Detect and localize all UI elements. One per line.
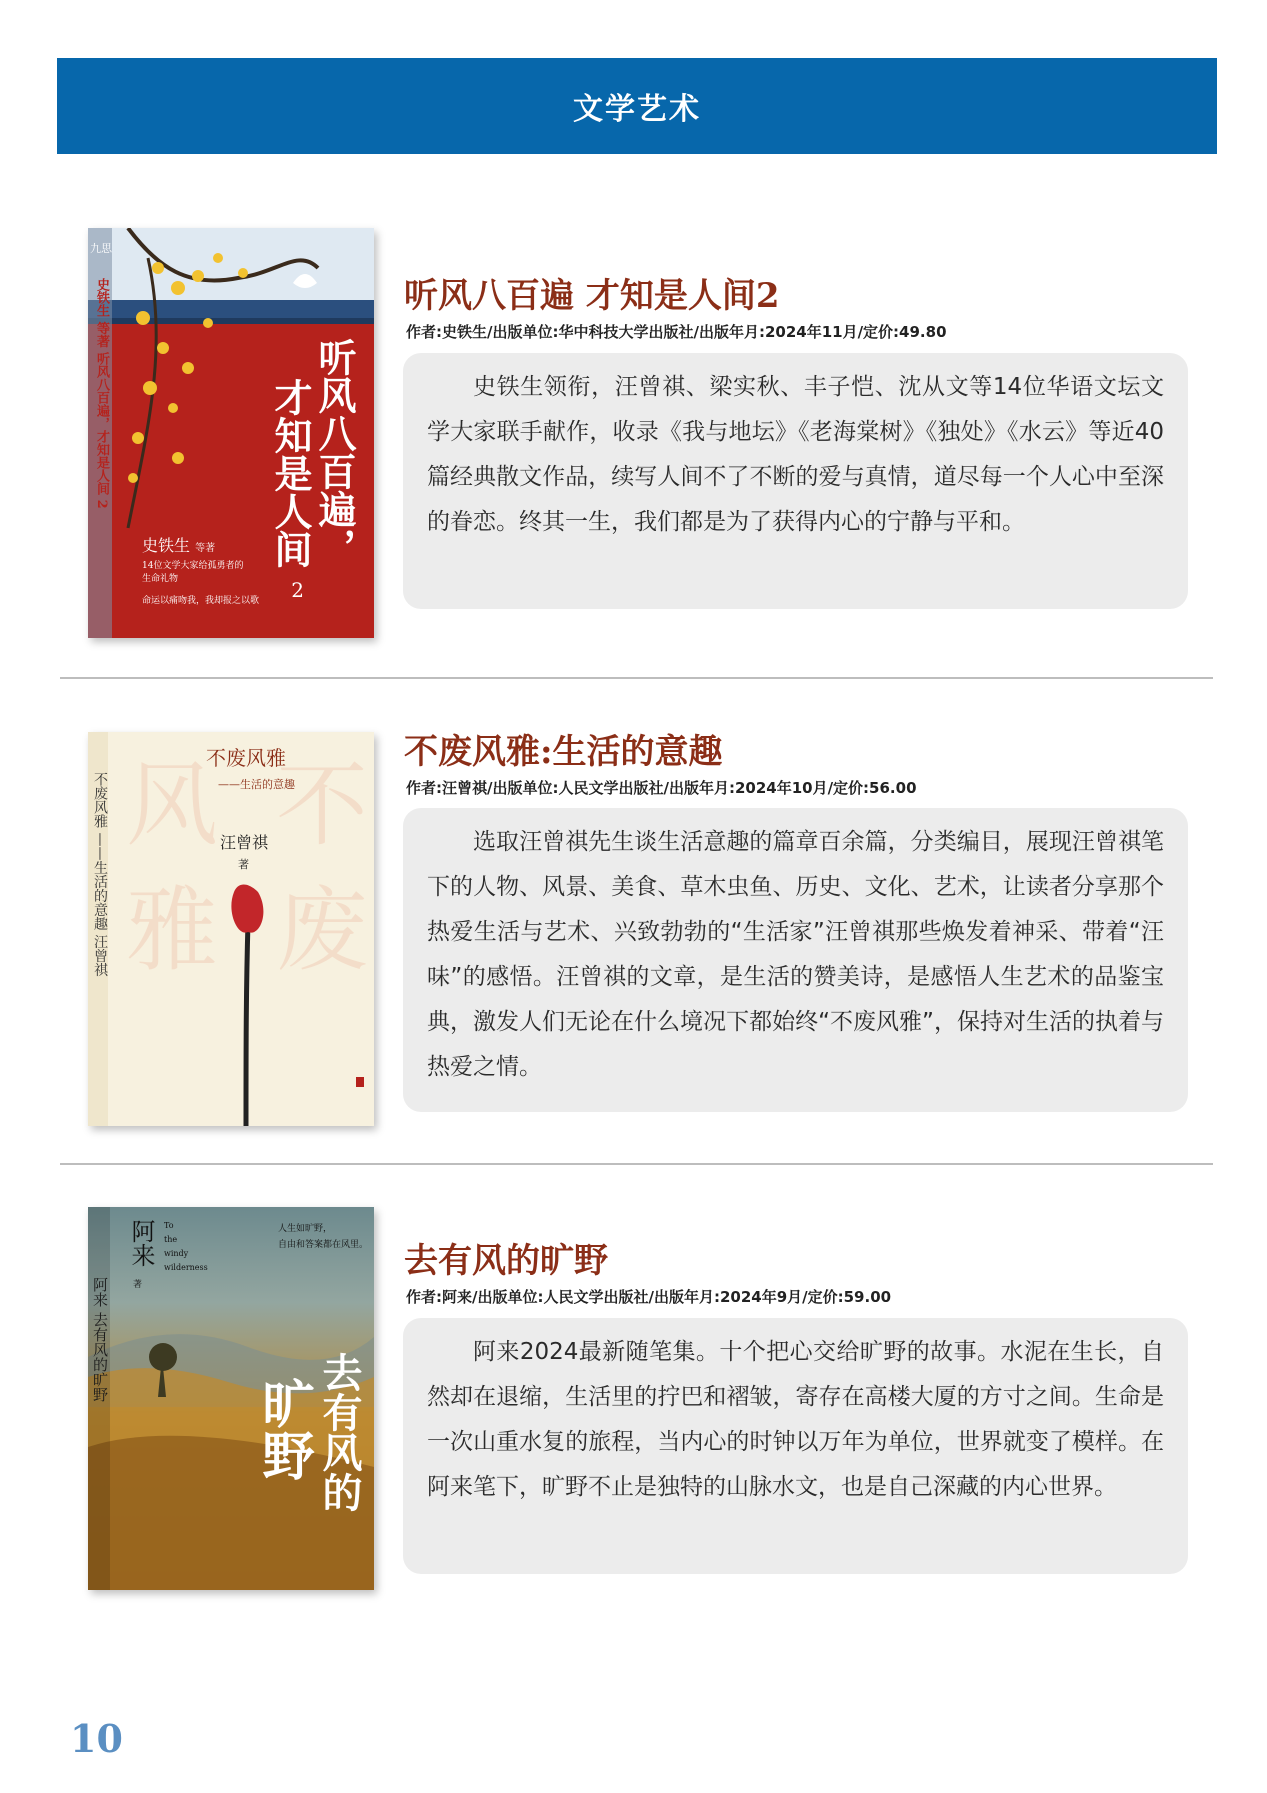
cover-title: 不废风雅 (206, 746, 286, 770)
cover-author: 史铁生 (142, 536, 191, 555)
book-title-3: 去有风的旷野 (404, 1241, 608, 1281)
cover-tagline1: 14位文学大家给孤勇者的 (142, 561, 244, 571)
cover-english-4: wilderness (164, 1263, 208, 1272)
cover-spine-text: 不废风雅 ——生活的意趣 汪曾祺 (92, 772, 108, 977)
book-meta-3: 作者:阿来/出版单位:人民文学出版社/出版年月:2024年9月/定价:59.00 (406, 1288, 892, 1306)
cover-author: 汪曾祺 (220, 833, 269, 852)
book-meta-2: 作者:汪曾祺/出版单位:人民文学出版社/出版年月:2024年10月/定价:56.00 (406, 779, 917, 797)
cover-english-1: To (164, 1221, 174, 1230)
cover-publisher-mark: 九思 (90, 242, 112, 255)
cover-tagline2: 自由和答案都在风里。 (278, 1240, 369, 1250)
cover-author-suffix: 等著 (195, 543, 216, 554)
book-cover-1 (88, 228, 374, 638)
book-description-1: 史铁生领衔，汪曾祺、梁实秋、丰子恺、沈从文等14位华语文坛文学大家联手献作，收录《我与地坛》《老海棠树》《独处》《水云》等近40篇经典散文作品，续写人间不了不断的爱与真情，道尽每一个人心中至深的眷恋。终其一生，我们都是为了获得内心的宁静与平和。 (403, 353, 1188, 609)
cover-bg-char-3: 雅 (126, 877, 219, 984)
cover-title-line2: 才知是人间 (268, 378, 313, 568)
cover-author-suffix: 著 (133, 1280, 143, 1290)
cover-title-col2: 旷野 (253, 1377, 314, 1481)
book-meta-1: 作者:史铁生/出版单位:华中科技大学出版社/出版年月:2024年11月/定价:49.80 (406, 323, 947, 341)
section-title: 文学艺术 (573, 92, 701, 127)
cover-tagline2: 生命礼物 (142, 574, 179, 584)
cover-english-2: the (164, 1235, 178, 1244)
section-header (57, 58, 1217, 154)
cover-author: 阿来 (127, 1219, 155, 1267)
cover-spine-text: 阿来 去有风的旷野 (91, 1277, 109, 1402)
book-description-2: 选取汪曾祺先生谈生活意趣的篇章百余篇，分类编目，展现汪曾祺笔下的人物、风景、美食、草木虫鱼、历史、文化、艺术，让读者分享那个热爱生活与艺术、兴致勃勃的“生活家”汪曾祺那些焕发着神采、带着“汪味”的感悟。汪曾祺的文章，是生活的赞美诗，是感悟人生艺术的品鉴宝典，激发人们无论在什么境况下都始终“不废风雅”，保持对生活的执着与热爱之情。 (403, 808, 1188, 1112)
cover-spine-text: 史铁生 等著 听风八百遍，才知是人间 2 (94, 278, 109, 509)
book-title-2: 不废风雅:生活的意趣 (404, 732, 723, 772)
cover-tagline1: 人生如旷野， (278, 1224, 333, 1234)
book-description-3: 阿来2024最新随笔集。十个把心交给旷野的故事。水泥在生长，自然却在退缩，生活里的拧巴和褶皱，寄存在高楼大厦的方寸之间。生命是一次山重水复的旅程，当内心的时钟以万年为单位，世界就变了模样。在阿来笔下，旷野不止是独特的山脉水文，也是自己深藏的内心世界。 (403, 1318, 1188, 1574)
divider-1 (60, 677, 1213, 679)
page-number: 10 (70, 1716, 123, 1761)
cover-bg-char-4: 废 (276, 877, 369, 984)
cover-author-suffix: 著 (238, 858, 249, 871)
cover-english-3: windy (164, 1249, 189, 1258)
book-cover-2 (88, 732, 374, 1126)
cover-tagline3: 命运以痛吻我，我却报之以歌 (142, 596, 260, 606)
book-title-1: 听风八百遍 才知是人间2 (404, 276, 780, 316)
cover-title-col1: 去有风的 (316, 1352, 363, 1512)
cover-volume: 2 (291, 578, 304, 602)
cover-bg-char-2: 不 (276, 752, 369, 859)
cover-subtitle: ——生活的意趣 (218, 778, 295, 791)
cover-bg-char-1: 风 (126, 752, 219, 859)
cover-art-2 (88, 732, 374, 1126)
divider-2 (60, 1163, 1213, 1165)
cover-title-line1: 听风八百遍， (312, 338, 357, 566)
book-cover-3 (88, 1207, 374, 1590)
